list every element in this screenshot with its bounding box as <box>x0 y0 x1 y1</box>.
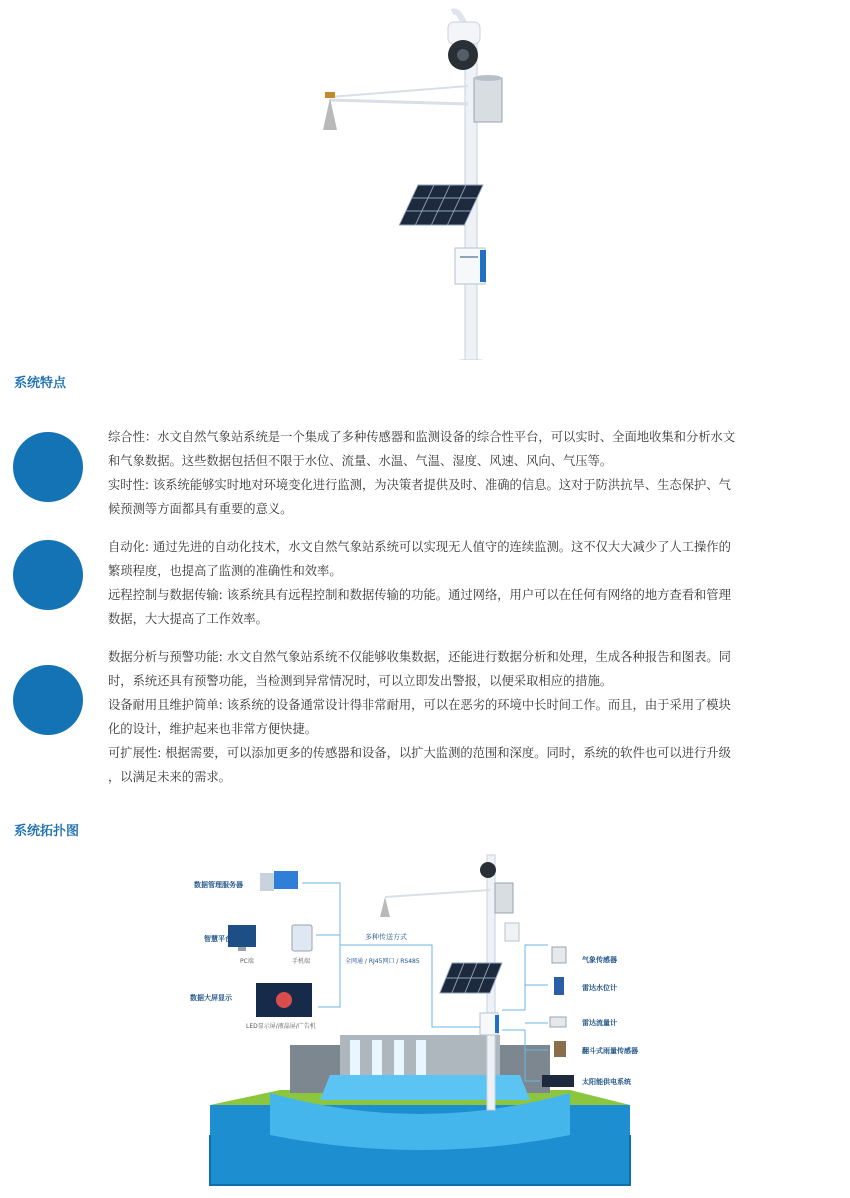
feature-line: 数据分析与预警功能: 水文自然气象站系统不仅能够收集数据，还能进行数据分析和处理，生成各种报告和图表。同 <box>108 650 731 664</box>
label-solar: 太阳能供电系统 <box>582 1078 631 1086</box>
feature-text <box>108 425 838 521</box>
label-radar-level: 雷达水位计 <box>582 984 617 992</box>
label-transmission: 多种传送方式 <box>365 933 407 941</box>
mobile-icon <box>292 925 312 951</box>
feature-text <box>108 535 838 631</box>
label-rain-gauge: 翻斗式雨量传感器 <box>582 1047 638 1055</box>
feature-line: 时，系统还具有预警功能，当检测到异常情况时，可以立即发出警报，以便采取相应的措施。 <box>108 674 613 688</box>
section-title-features: 系统特点 <box>14 376 67 391</box>
feature-line: 远程控制与数据传输: 该系统具有远程控制和数据传输的功能。通过网络，用户可以在任何有网络的地方查看和管理 <box>108 588 731 602</box>
dam-scene <box>210 1035 630 1185</box>
label-transmission-detail: 全网通 / RJ45网口 / RS485 <box>345 958 420 965</box>
label-radar-flow: 雷达流量计 <box>582 1019 617 1027</box>
rain-gauge-icon <box>554 1041 566 1057</box>
section-title-topology: 系统拓扑图 <box>14 824 80 839</box>
label-server: 数据管理服务器 <box>194 881 243 889</box>
label-weather-sensor: 气象传感器 <box>582 956 617 964</box>
feature-line: 候预测等方面都具有重要的意义。 <box>108 502 293 516</box>
screen-icon <box>256 983 312 1017</box>
feature-line: 自动化: 通过先进的自动化技术，水文自然气象站系统可以实现无人值守的连续监测。这不仅大大减少了人工操作的 <box>108 540 731 554</box>
bullet-dot <box>13 540 83 610</box>
feature-line: 数据，大大提高了工作效率。 <box>108 612 268 626</box>
label-led: LED显示屏/液晶屏/广告机 <box>246 1023 316 1030</box>
label-platform: 智慧平台 <box>204 935 232 943</box>
radar-level-icon <box>554 977 564 995</box>
feature-line: 可扩展性: 根据需要，可以添加更多的传感器和设备，以扩大监测的范围和深度。同时，系统的软件也可以进行升级 <box>108 746 731 760</box>
feature-text <box>108 645 838 789</box>
bullet-dot <box>13 432 83 502</box>
feature-line: ，以满足未来的需求。 <box>108 770 231 784</box>
weather-station-illustration <box>0 0 850 360</box>
feature-line: 和气象数据。这些数据包括但不限于水位、流量、水温、气温、湿度、风速、风向、气压等。 <box>108 454 613 468</box>
weather-sensor-icon <box>552 947 566 963</box>
feature-line: 化的设计，维护起来也非常方便快捷。 <box>108 722 318 736</box>
server-icon <box>260 871 298 891</box>
feature-line: 繁琐程度，也提高了监测的准确性和效率。 <box>108 564 342 578</box>
pc-icon <box>228 925 256 951</box>
solar-icon <box>542 1075 574 1087</box>
topology-diagram <box>190 835 660 1190</box>
feature-line: 综合性：水文自然气象站系统是一个集成了多种传感器和监测设备的综合性平台，可以实时、全面地收集和分析水文 <box>108 430 736 444</box>
label-pc: PC端 <box>240 958 254 965</box>
feature-line: 实时性: 该系统能够实时地对环境变化进行监测，为决策者提供及时、准确的信息。这对于防洪抗旱、生态保护、气 <box>108 478 731 492</box>
label-mobile: 手机端 <box>292 958 311 965</box>
radar-flow-icon <box>550 1017 566 1027</box>
label-bigscreen: 数据大屏显示 <box>190 994 232 1002</box>
feature-line: 设备耐用且维护简单: 该系统的设备通常设计得非常耐用，可以在恶劣的环境中长时间工作。而且，由于采用了模块 <box>108 698 731 712</box>
bullet-dot <box>13 665 83 735</box>
